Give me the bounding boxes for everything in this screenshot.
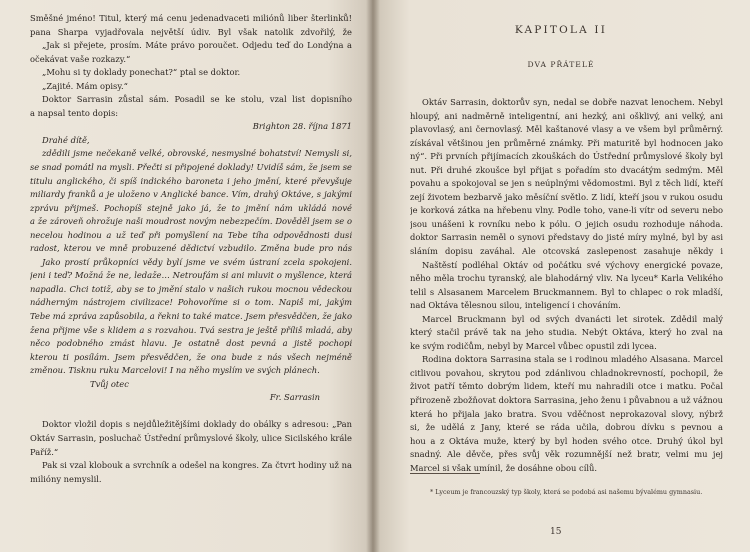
text-line: se snad pomátl na mysli. Přečti si připojené doklady! Uvidíš sám, že jsem se <box>30 162 352 173</box>
text-line: kterou ti posílám. Jsem přesvědčen, že ona bude z nás všech nejméně <box>30 351 352 362</box>
text-line: Marcel Bruckmann byl od svých dvanácti let sirotek. Zdědil malý <box>422 313 723 324</box>
text-line: pana Sharpa vyjadřovala největší údiv. Byl však natolik zdvořilý, že <box>30 26 352 37</box>
text-line: Tebe má zpráva zapůsobila, a řekni to také matce. Jsem přesvědčen, že jako <box>30 311 352 322</box>
text-line: a že zároveň ohrožuje naši moudrost novým nebezpečím. Dověděl jsem se o <box>30 216 352 227</box>
text-line: titulu anglického, či spíš indického baroneta i jeho jmění, které převyšuje <box>30 175 352 186</box>
text-line: změnou. Tisknu ruku Marcelovi! I na něho myslím ve svých plánech. <box>30 365 320 376</box>
left-page-text <box>30 12 352 486</box>
text-line: a napsal tento dopis: <box>30 107 119 118</box>
text-line: Pak si vzal klobouk a svrchník a odešel na kongres. Za čtvrt hodiny už na <box>42 460 352 471</box>
text-line: Drahé dítě, <box>42 134 90 145</box>
text-line: je korková zátka na hřebenu vlny. Podle toho, vane-li vítr od severu nebo <box>410 205 723 216</box>
page-number: 15 <box>550 527 562 537</box>
text-line: Rodina doktora Sarrasina stala se i rodinou mladého Alsasana. Marcel <box>422 354 723 365</box>
text-line: si, že udělá z Jany, které se ráda učila, dobrou dívku s pevnou a <box>410 422 723 433</box>
text-line: něho měla trochu tyranský, ale blahodárný vliv. Na lyceu* Karla Velikého <box>410 273 723 284</box>
text-line: povahu a spokojoval se jen s neúplnými vědomostmi. Byl z těch lidí, kteří <box>410 178 723 189</box>
text-line: ke svým rodičům, nebyl by Marcel vůbec opustil zdi lycea. <box>410 340 657 351</box>
text-line: přirozeně zbožňovat doktora Sarrasina, jeho ženu i půvabnou a už vážnou <box>410 395 723 406</box>
text-line: telil s Alsasanem Marcelem Bruckmannem. Byl to chlapec o rok mladší, <box>410 286 723 297</box>
text-line: která ho přijala jako bratra. Svou vděčnost neprokazoval slovy, nýbrž <box>410 408 723 419</box>
text-line: hloupý, ani nadměrně inteligentní, ani hezký, ani ošklivý, ani velký, ani <box>410 110 723 121</box>
text-line: nádherným nástrojem civilizace! Pohovoříme si o tom. Napiš mi, jakým <box>30 297 352 308</box>
footnote: * Lyceum je francouzský typ školy, která se podobá asi našemu bývalému gymnasiu. <box>430 488 703 496</box>
text-line <box>30 405 352 419</box>
text-line: ný“. Při prvních přijímacích zkouškách do Ústřední průmyslové školy byl <box>410 151 723 162</box>
text-line: Tvůj otec <box>90 378 129 389</box>
text-line: Doktor Sarrasin zůstal sám. Posadil se ke stolu, vzal list dopisního <box>42 94 352 105</box>
text-line: „Jak si přejete, prosím. Máte právo poroučet. Odjedu teď do Londýna a <box>42 40 352 51</box>
text-line: miliardy franků a je uloženo v Anglické bance. Vím, drahý Oktáve, s jakými <box>30 189 352 200</box>
text-line: získával většinou jen průměrné známky. Při maturitě byl hodnocen jako <box>410 137 723 148</box>
text-line: zdědili jsme nečekaně velké, obrovské, nesmyslné bohatství! Nemysli si, <box>42 148 352 159</box>
text-line: zejí životem bezbarvě jako měsíční světlo. Z lidí, kteří jsou v rukou osudu <box>410 191 723 202</box>
text-line: snadný. Ale děvče, přes svůj věk rozumnější než bratr, velmi mu jej <box>410 449 723 460</box>
text-line: očekávat vaše rozkazy.“ <box>30 53 131 64</box>
text-line: nut. Při druhé zkoušce byl přijat s pořadím sto dvacátým sedmým. Měl <box>410 164 723 175</box>
left-page <box>0 0 372 552</box>
right-page-text <box>410 96 723 475</box>
text-line: „Mohu si ty doklady ponechat?“ ptal se doktor. <box>42 67 241 78</box>
text-line: Doktor vložil dopis s nejdůležitějšími doklady do obálky s adresou: „Pan <box>42 419 352 430</box>
text-line: plavovlasý, ani černovlasý. Měl kaštanové vlasy a ve všem byl průměrný. <box>410 124 723 135</box>
text-line: citlivou povahou, skrytou pod zdánlivou chladnokrevností, pochopil, že <box>410 367 723 378</box>
text-line: doktor Sarrasin neměl o synovi představy do jisté míry mylné, byl by asi <box>410 232 723 243</box>
book-gutter <box>366 0 380 552</box>
text-line: život patří těmto dobrým lidem, kteří mu nahradili otce i matku. Počal <box>410 381 723 392</box>
text-line: Brighton 28. října 1871 <box>252 121 352 132</box>
text-line: žena přijme vše s klidem a s rozvahou. Tvá sestra je ještě příliš mladá, aby <box>30 324 352 335</box>
text-line: napadla. Chci totiž, aby se to jmění stalo v našich rukou mocnou vědeckou <box>30 283 352 294</box>
text-line: Naštěstí podléhal Oktáv od počátku své výchovy energické povaze, <box>422 259 723 270</box>
chapter-subtitle: DVA PŘÁTELÉ <box>527 60 595 69</box>
text-line: Směšné jméno! Titul, který má cenu jedenadvaceti miliónů liber šterlinků! <box>30 13 352 23</box>
text-line: Marcel si však umínil, že dosáhne obou cílů. <box>410 462 598 473</box>
chapter-title: KAPITOLA II <box>514 24 608 36</box>
right-page <box>372 0 750 552</box>
text-line: Paříž.“ <box>30 446 59 457</box>
text-line: Fr. Sarrasin <box>269 392 320 403</box>
text-line: Oktáv Sarrasin, doktorův syn, nedal se dobře nazvat lenochem. Nebyl <box>422 97 723 107</box>
text-line: nad Oktáva tělesnou silou, inteligencí i chováním. <box>410 300 621 311</box>
text-line: Oktáv Sarrasin, posluchač Ústřední průmyslové školy, ulice Sicilského krále <box>30 432 352 443</box>
text-line: něco podobného zmást hlavu. Je ostatně dost pevná a jistě pochopí <box>30 338 352 349</box>
text-line: hou a z Oktáva muže, který by byl hoden svého otce. Druhý úkol byl <box>410 435 723 446</box>
text-line: který stačil právě tak na jeho studia. Nebýt Oktáva, který ho zval na <box>410 327 723 338</box>
text-line: jsou unášeni k rovníku nebo k pólu. O jejich osudu rozhoduje náhoda. <box>410 218 723 229</box>
text-line: Jako prostí průkopníci vědy bylí jsme ve svém ústraní zcela spokojeni. <box>42 256 352 267</box>
text-line: sláním dopisu zaváhal. Ale otcovská zaslepenost zasahuje někdy i <box>410 246 723 257</box>
text-line: jeni i teď? Možná že ne, ledaže… Netroufám si ani mluvit o myšlence, která <box>30 270 352 281</box>
text-line: zprávu přijmeš. Pochopíš stejně jako já, že to jmění nám ukládá nové <box>30 202 352 213</box>
text-line: necelou hodinou a už teď při pomyšlení na Tebe tíha odpovědnosti dusí <box>30 229 352 240</box>
footnote-rule <box>410 473 480 474</box>
text-line: „Zajité. Mám opisy.“ <box>42 80 128 91</box>
text-line: milióny nemyslil. <box>30 473 102 484</box>
text-line: radost, kterou ve mně probuzené dědictví vzbudilo. Změna bude pro nás <box>30 243 352 254</box>
